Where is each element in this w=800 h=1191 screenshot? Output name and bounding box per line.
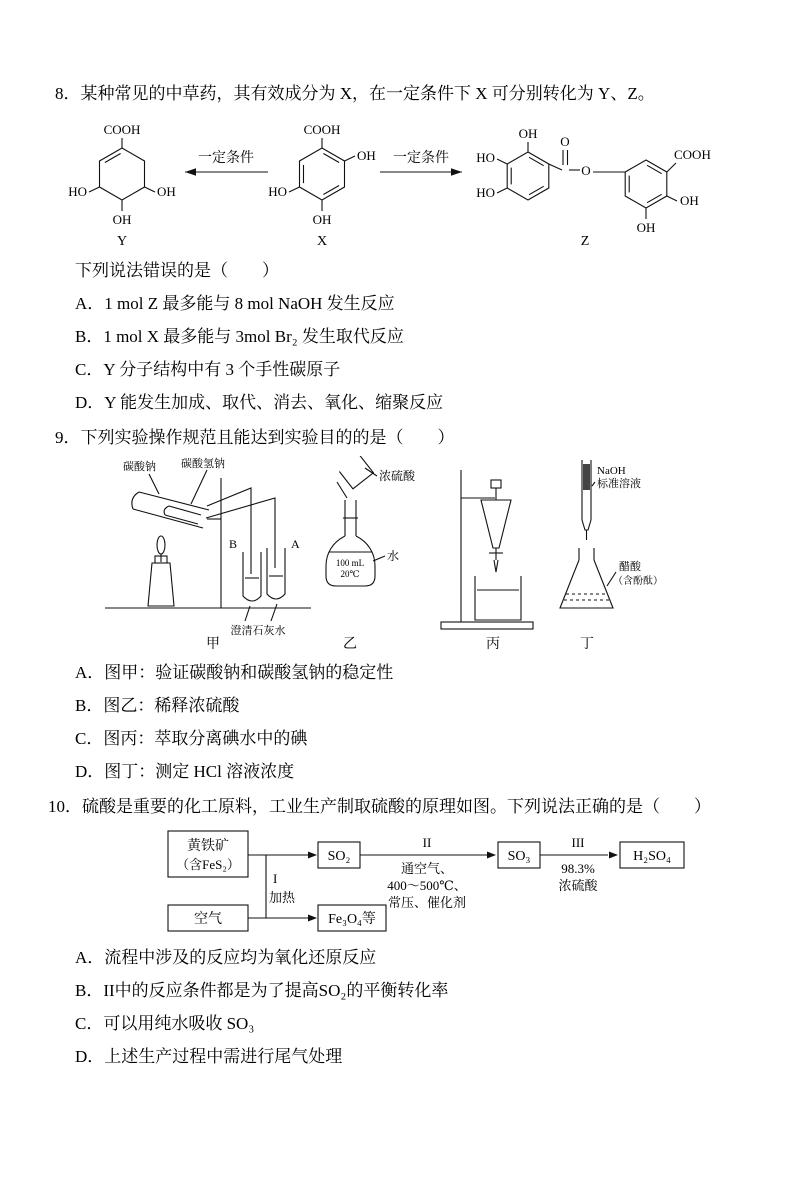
arrowhead-right	[451, 168, 462, 176]
q9-option-a: A．图甲：验证碳酸钠和碳酸氢钠的稳定性	[75, 663, 394, 682]
acetic-label: 醋酸	[619, 561, 641, 573]
h2so4-label: H₂SO₄	[633, 849, 671, 864]
q8-stem: 8．某种常见的中草药，其有效成分为 X，在一定条件下 X 可分别转化为 Y、Z。	[55, 84, 655, 103]
question-8	[48, 80, 764, 419]
question-10	[48, 793, 764, 1073]
q10-figure	[166, 825, 764, 937]
fe3o4-label: Fe₃O₄等	[328, 912, 376, 927]
water-label: 水	[387, 549, 400, 563]
standard-solution-label: 标准溶液	[597, 478, 641, 490]
step1-label: I	[273, 871, 278, 886]
oh-label: OH	[518, 126, 538, 141]
step2-cond3: 常压、催化剂	[387, 895, 467, 910]
flow-labels	[176, 835, 671, 927]
q8-options	[48, 287, 764, 419]
arrowhead-h2so4	[609, 852, 618, 859]
step3-label: III	[571, 835, 585, 850]
q8-structures	[50, 112, 730, 252]
ho-label: HO	[68, 184, 87, 199]
apparatus-bing-labels	[486, 636, 500, 652]
step2-cond1: 通空气、	[400, 861, 454, 876]
condition-label: 一定条件	[198, 151, 254, 166]
q8-option-a: A．1 mol Z 最多能与 8 mol NaOH 发生反应	[75, 294, 395, 313]
q9-options	[48, 656, 764, 788]
reaction-arrow-right	[380, 150, 462, 176]
q10-option-a: A．流程中涉及的反应均为氧化还原反应	[75, 948, 377, 967]
q10-option-b: B．II中的反应条件都是为了提高SO₂的平衡转化率	[75, 981, 449, 1000]
ho-label: HO	[268, 184, 287, 199]
q9-option-d: D．图丁：测定 HCl 溶液浓度	[75, 762, 295, 781]
ester-o-label: O	[581, 163, 591, 178]
reaction-arrow-left	[185, 150, 268, 176]
oh-label: OH	[157, 184, 176, 199]
phenolphthalein-label: （含酚酞）	[613, 576, 663, 587]
conc-acid-label: 浓硫酸	[379, 469, 416, 483]
oh-label: OH	[112, 212, 132, 227]
arrowhead-so3	[487, 852, 496, 859]
pyrite-line1: 黄铁矿	[187, 839, 229, 854]
apparatus-bing-caption: 丙	[486, 637, 500, 652]
apparatus-ding-labels	[580, 465, 663, 652]
q8-option-c: C．Y 分子结构中有 3 个手性碳原子	[75, 360, 341, 379]
apparatus-yi-caption: 乙	[343, 637, 357, 652]
q9-apparatus	[103, 456, 683, 652]
oh-label: OH	[680, 193, 699, 208]
arrowhead-so2	[308, 852, 317, 859]
structure-y	[89, 138, 155, 211]
structure-z	[497, 142, 677, 219]
air-label: 空气	[194, 912, 222, 927]
apparatus-bing	[441, 470, 533, 629]
structure-z-caption: Z	[580, 234, 590, 249]
structure-x	[289, 138, 355, 211]
q10-option-c: C．可以用纯水吸收 SO₃	[75, 1014, 255, 1033]
apparatus-jia-labels	[123, 456, 300, 652]
q8-option-d: D．Y 能发生加成、取代、消去、氧化、缩聚反应	[75, 393, 444, 412]
ho-label: HO	[476, 185, 495, 200]
step3-cond1: 98.3%	[561, 861, 595, 876]
cooh-label: COOH	[674, 147, 711, 162]
oh-label: OH	[636, 220, 656, 235]
so2-label: SO₂	[327, 849, 351, 864]
so3-label: SO₃	[507, 849, 531, 864]
q10-flowchart	[166, 825, 691, 937]
oh-label: OH	[312, 212, 332, 227]
structure-z-labels	[476, 126, 711, 249]
question-9	[48, 424, 764, 788]
flask-temp-label: 20℃	[340, 569, 360, 579]
carbonyl-o-label: O	[560, 134, 570, 149]
apparatus-jia	[105, 470, 311, 621]
pyrite-line2: （含FeS₂）	[176, 857, 240, 872]
limewater-label: 澄清石灰水	[230, 625, 286, 637]
q9-option-b: B．图乙：稀释浓硫酸	[75, 696, 240, 715]
structure-y-caption: Y	[116, 234, 128, 249]
tube-b-label: B	[228, 537, 237, 551]
condition-label: 一定条件	[393, 151, 449, 166]
cooh-label: COOH	[103, 122, 141, 137]
ho-label: HO	[476, 150, 495, 165]
cooh-label: COOH	[303, 122, 341, 137]
step3-cond2: 浓硫酸	[558, 878, 598, 893]
q10-options	[48, 941, 764, 1073]
q8-figure	[50, 112, 764, 252]
soda-label: 碳酸钠	[123, 461, 156, 473]
heat-label: 加热	[269, 890, 296, 905]
q8-option-b: B．1 mol X 最多能与 3mol Br₂ 发生取代反应	[75, 327, 404, 346]
q10-option-d: D．上述生产过程中需进行尾气处理	[75, 1047, 343, 1066]
oh-label: OH	[357, 148, 376, 163]
step2-label: II	[422, 835, 432, 850]
q10-stem: 10．硫酸是重要的化工原料，工业生产制取硫酸的原理如图。下列说法正确的是（ ）	[48, 797, 711, 816]
naoh-label: NaOH	[597, 465, 626, 477]
flask-volume-label: 100 mL	[335, 558, 365, 568]
q8-question: 下列说法错误的是（ ）	[75, 261, 279, 280]
q9-figure	[103, 456, 764, 652]
arrowhead-left	[185, 168, 196, 176]
tube-a-label: A	[291, 537, 300, 551]
structure-x-caption: X	[316, 234, 328, 249]
q9-stem: 9．下列实验操作规范且能达到实验目的的是（ ）	[55, 428, 455, 447]
apparatus-ding-caption: 丁	[580, 637, 594, 652]
q9-option-c: C．图丙：萃取分离碘水中的碘	[75, 729, 308, 748]
arrowhead-fe3o4	[308, 915, 317, 922]
step2-cond2: 400～500℃、	[387, 878, 467, 893]
bicarb-label: 碳酸氢钠	[181, 458, 225, 470]
apparatus-jia-caption: 甲	[206, 637, 220, 652]
